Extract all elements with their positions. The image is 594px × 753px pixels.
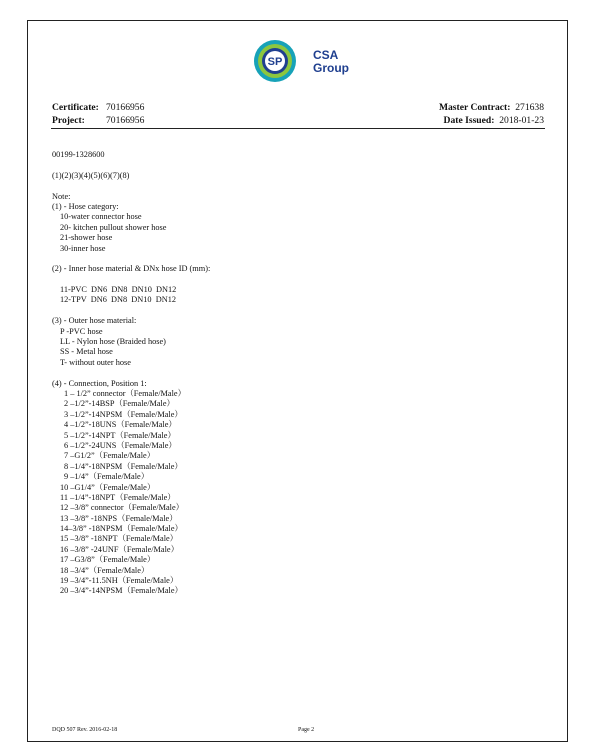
section4-item: 3 –1/2”-14NPSM（Female/Male）	[64, 409, 183, 419]
section4-item: 5 –1/2”-14NPT（Female/Male）	[64, 430, 176, 440]
section4-item: 7 –G1/2”（Female/Male）	[64, 451, 156, 461]
date-issued-row	[444, 115, 544, 127]
project-row	[52, 115, 144, 127]
section1-item: 21-shower hose	[60, 233, 113, 243]
section4-item: 2 –1/2”-14BSP（Female/Male）	[64, 399, 175, 409]
section3-item: P -PVC hose	[60, 326, 103, 336]
section1-item: 10-water connector hose	[60, 212, 142, 222]
document-body	[52, 150, 542, 597]
section4-item: 8 –1/4”-18NPSM（Female/Male）	[64, 461, 183, 471]
section4-item: 11 –1/4”-18NPT（Female/Male）	[60, 492, 176, 502]
section4-item: 15 –3/8” -18NPT（Female/Male）	[60, 534, 178, 544]
master-contract-label: Master Contract:	[438, 102, 511, 113]
csa-group-wordmark: CSA Group	[313, 48, 349, 75]
section4-item: 1 – 1/2” connector（Female/Male）	[64, 388, 186, 398]
section4-item: 17 –G3/8”（Female/Male）	[60, 555, 156, 565]
section4-item: 14–3/8” -18NPSM（Female/Male）	[60, 524, 183, 534]
date-issued-value: 2018-01-23	[499, 115, 544, 126]
section3-item: SS - Metal hose	[60, 347, 113, 357]
model-pattern: (1)(2)(3)(4)(5)(6)(7)(8)	[52, 170, 130, 180]
section2-item: 11-PVC DN6 DN8 DN10 DN12	[60, 285, 177, 295]
section4-item: 18 –3/4”（Female/Male）	[60, 565, 150, 575]
master-contract-value: 271638	[515, 102, 544, 113]
section4-title: (4) - Connection, Position 1:	[52, 378, 147, 388]
header-rule	[51, 128, 545, 129]
certificate-value: 70166956	[106, 102, 145, 113]
section3-item: T- without outer hose	[60, 357, 131, 367]
section4-item: 13 –3/8” -18NPS（Female/Male）	[60, 513, 178, 523]
certificate-label: Certificate:	[52, 102, 99, 113]
section2-title: (2) - Inner hose material & DNx hose ID (mm):	[52, 264, 211, 274]
section4-item: 12 –3/8” connector（Female/Male）	[60, 503, 184, 513]
project-label: Project:	[52, 115, 85, 126]
certificate-row	[52, 102, 144, 114]
section4-item: 16 –3/8” -24UNF（Female/Male）	[60, 544, 179, 554]
footer-page-number: Page 2	[298, 727, 315, 733]
section3-item: LL - Nylon hose (Braided hose)	[60, 337, 166, 347]
section4-item: 19 –3/4”-11.5NH（Female/Male）	[60, 576, 179, 586]
section2-item: 12-TPV DN6 DN8 DN10 DN12	[60, 295, 177, 305]
section1-item: 30-inner hose	[60, 243, 106, 253]
section4-item: 9 –1/4”（Female/Male）	[64, 472, 150, 482]
section4-item: 6 –1/2”-24UNS（Female/Male）	[64, 440, 177, 450]
section1-item: 20- kitchen pullout shower hose	[60, 222, 167, 232]
section3-title: (3) - Outer hose material:	[52, 316, 137, 326]
master-contract-row	[439, 102, 544, 114]
section4-item: 4 –1/2”-18UNS（Female/Male）	[64, 420, 177, 430]
note-label: Note:	[52, 191, 71, 201]
section4-item: 10 –G1/4”（Female/Male）	[60, 482, 156, 492]
project-value: 70166956	[106, 115, 145, 126]
section4-item: 20 –3/4”-14NPSM（Female/Male）	[60, 586, 183, 596]
date-issued-label: Date Issued:	[443, 115, 495, 126]
section1-title: (1) - Hose category:	[52, 201, 119, 211]
footer-form-ref: DQD 507 Rev. 2016-02-18	[52, 727, 118, 733]
model-code: 00199-1328600	[52, 150, 105, 159]
svg-text:SP: SP	[267, 56, 283, 68]
